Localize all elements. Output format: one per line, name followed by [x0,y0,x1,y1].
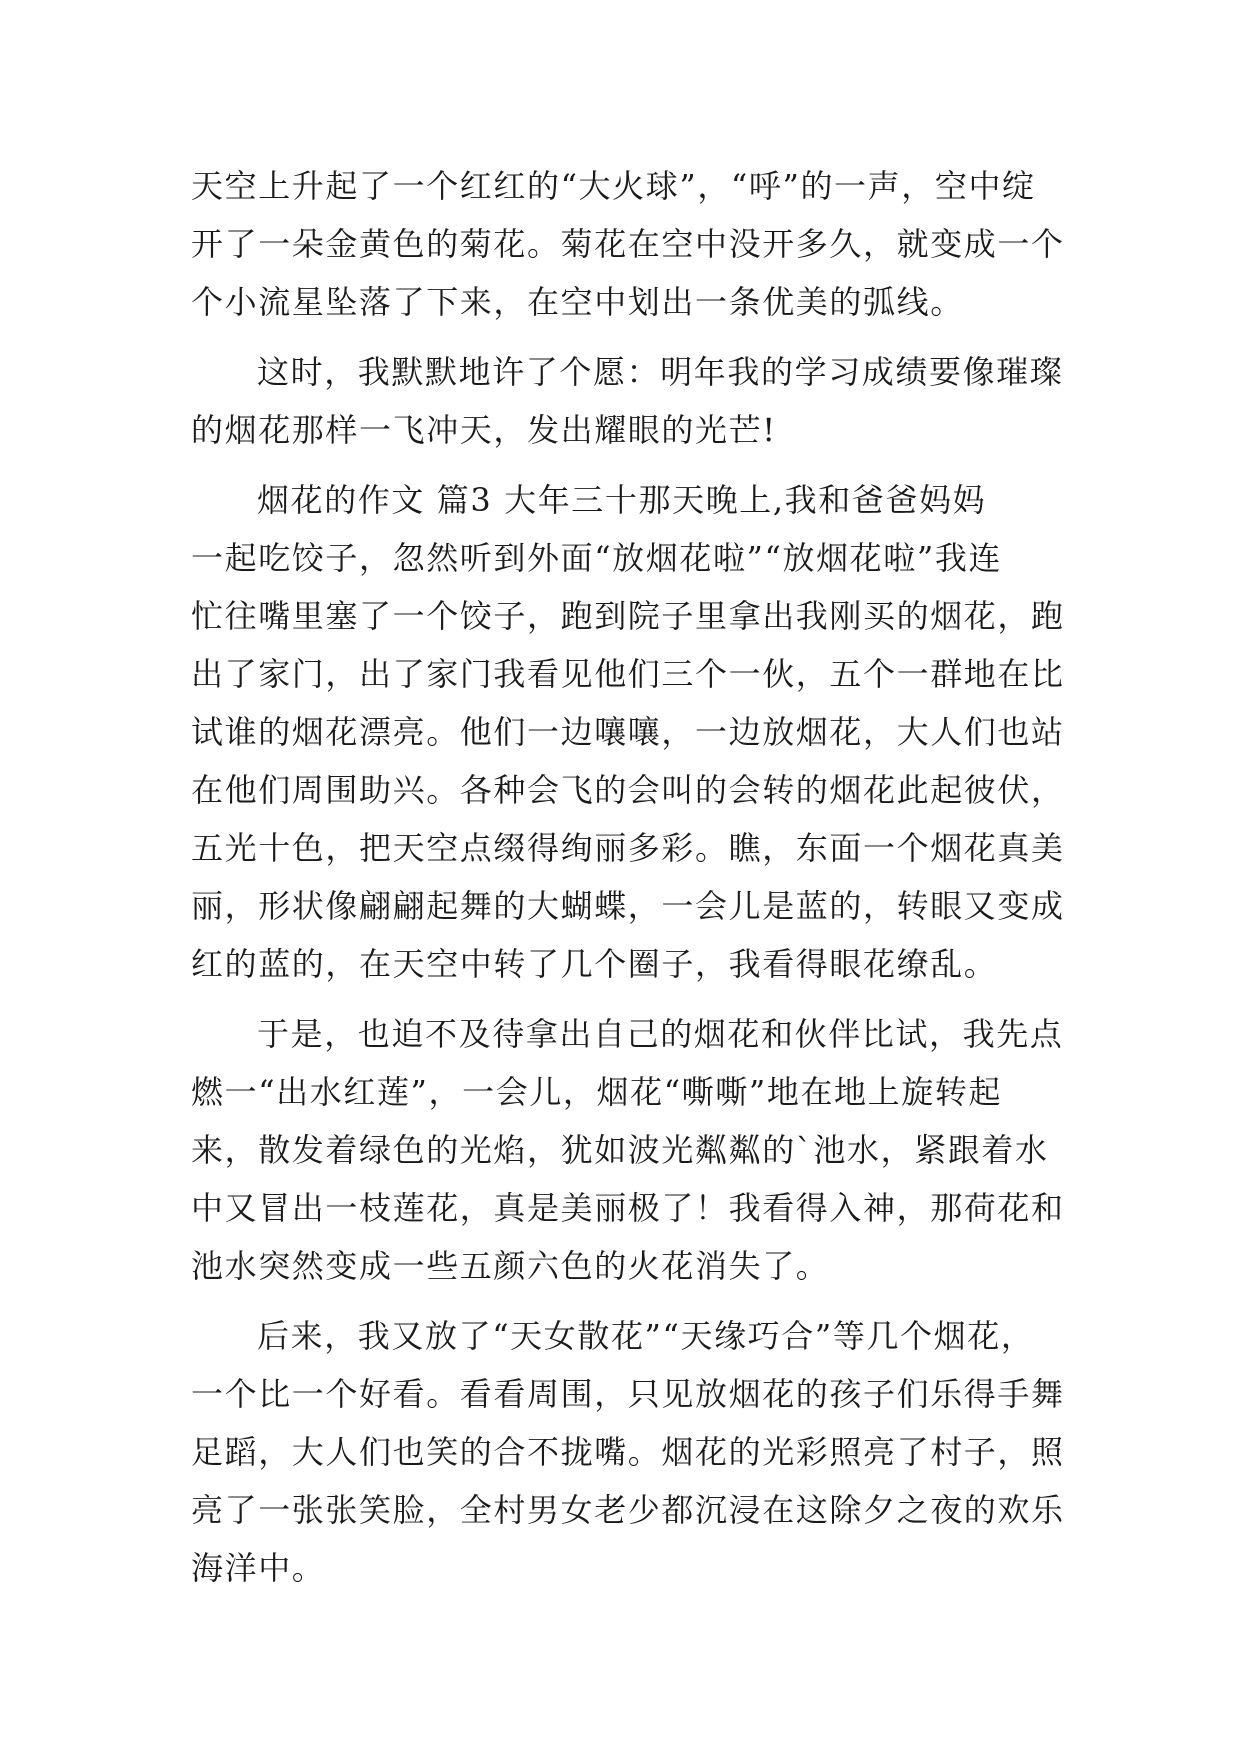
text-line: 一起吃饺子，忽然听到外面“放烟花啦”“放烟花啦”我连 [191,539,1003,577]
text-line: 出了家门，出了家门我看见他们三个一伙，五个一群地在比 [191,655,1065,693]
text-line: 五光十色，把天空点缀得绚丽多彩。瞧，东面一个烟花真美 [191,829,1065,867]
text-line: 红的蓝的，在天空中转了几个圈子，我看得眼花缭乱。 [191,945,998,983]
text-line: 天空上升起了一个红红的“大火球”，“呼”的一声，空中绽 [191,167,1036,205]
text-line: 池水突然变成一些五颜六色的火花消失了。 [191,1247,830,1285]
text-line: 这时，我默默地许了个愿：明年我的学习成绩要像璀璨 [257,353,1064,391]
text-line: 中又冒出一枝莲花，真是美丽极了！我看得入神，那荷花和 [191,1189,1065,1227]
text-line: 于是，也迫不及待拿出自己的烟花和伙伴比试，我先点 [257,1015,1064,1053]
text-line: 后来，我又放了“天女散花”“天缘巧合”等几个烟花， [257,1317,1035,1355]
section-heading-line: 烟花的作文 篇3 大年三十那天晚上,我和爸爸妈妈 [257,481,987,519]
text-line: 海洋中。 [191,1549,326,1587]
text-line: 来，散发着绿色的光焰，犹如波光粼粼的`池水，紧跟着水 [191,1131,1049,1169]
essay-body [191,157,1065,1597]
text-line: 个小流星坠落了下来，在空中划出一条优美的弧线。 [191,283,964,321]
text-line: 燃一“出水红莲”，一会儿，烟花“嘶嘶”地在地上旋转起 [191,1073,1003,1111]
text-line: 在他们周围助兴。各种会飞的会叫的会转的烟花此起彼伏， [191,771,1065,809]
text-line: 一个比一个好看。看看周围，只见放烟花的孩子们乐得手舞 [191,1375,1065,1413]
text-line: 亮了一张张笑脸，全村男女老少都沉浸在这除夕之夜的欢乐 [191,1491,1065,1529]
text-line: 的烟花那样一飞冲天，发出耀眼的光芒! [191,411,777,449]
text-line: 忙往嘴里塞了一个饺子，跑到院子里拿出我刚买的烟花，跑 [191,597,1065,635]
text-line: 丽，形状像翩翩起舞的大蝴蝶，一会儿是蓝的，转眼又变成 [191,887,1065,925]
text-line: 足蹈，大人们也笑的合不拢嘴。烟花的光彩照亮了村子，照 [191,1433,1065,1471]
text-line: 试谁的烟花漂亮。他们一边嚷嚷，一边放烟花，大人们也站 [191,713,1065,751]
text-line: 开了一朵金黄色的菊花。菊花在空中没开多久，就变成一个 [191,225,1065,263]
